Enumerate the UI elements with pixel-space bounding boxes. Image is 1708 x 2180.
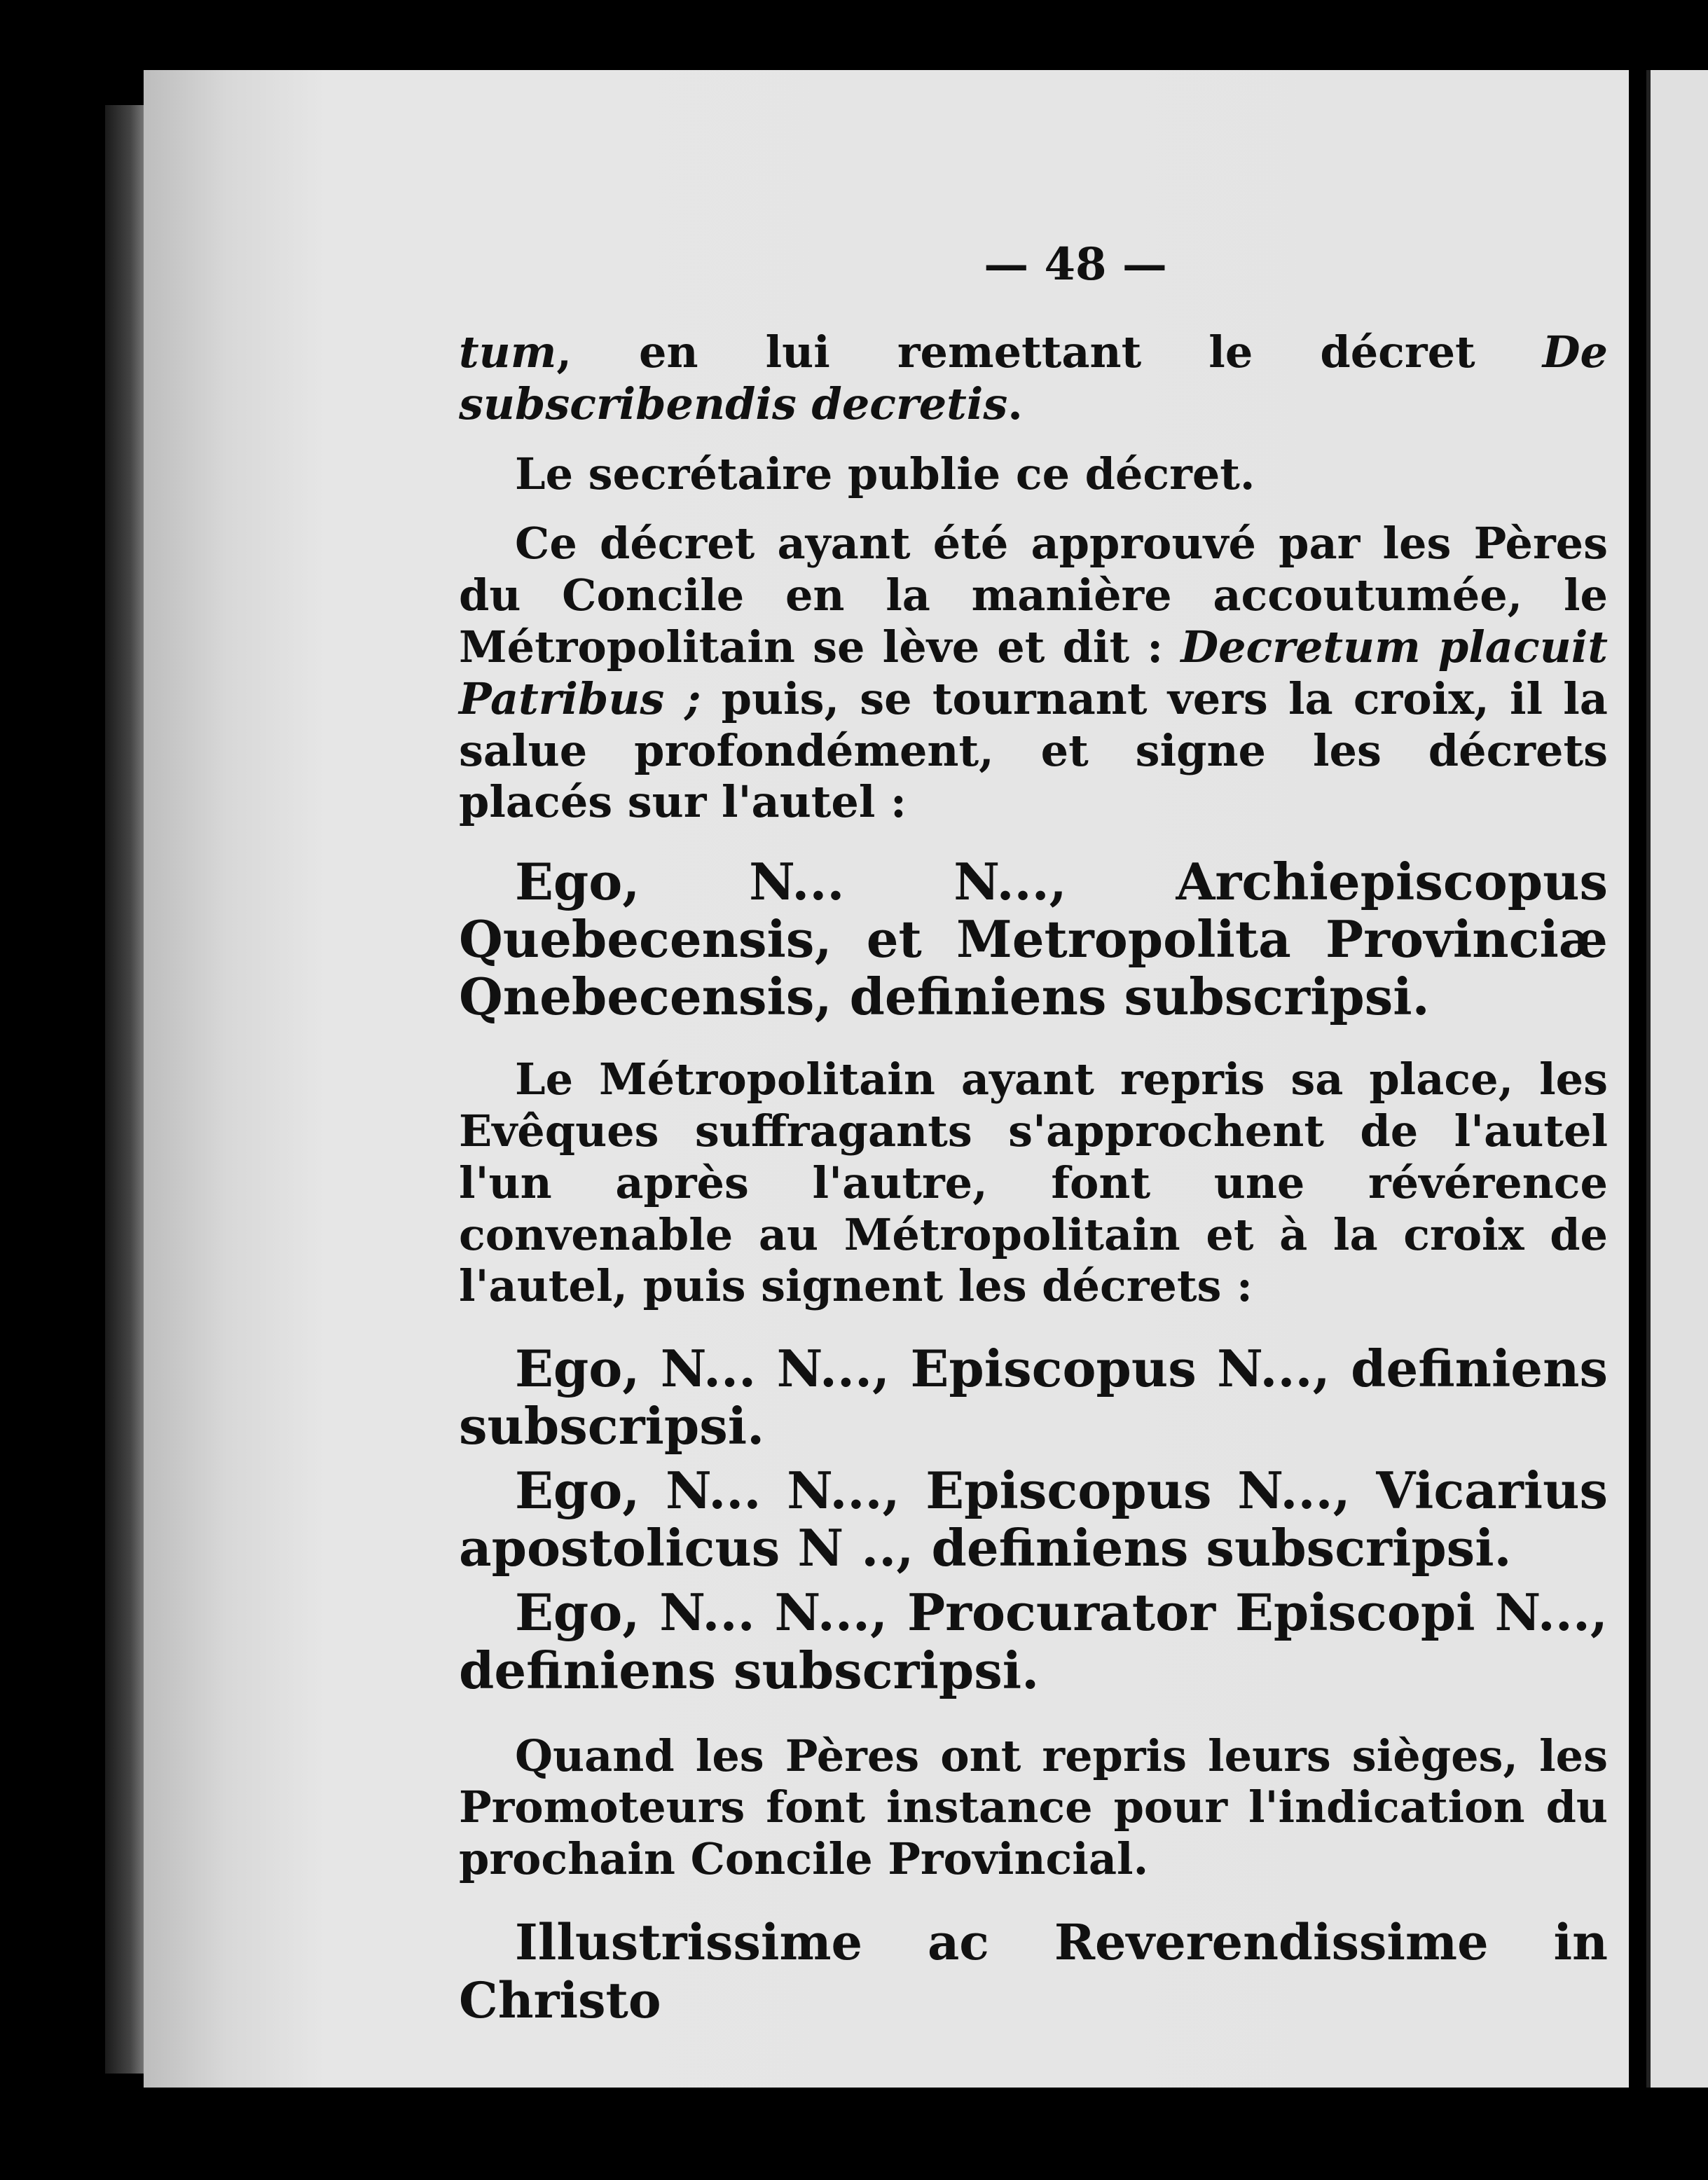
latin-signature-vicar: Ego, N... N..., Episcopus N..., Vicarius apostolicus N .., definiens subscripsi. <box>459 1461 1608 1578</box>
page-number: — 48 — <box>984 238 1167 291</box>
paragraph-continued <box>459 326 1608 430</box>
latin-formula: Decretum placuit Patribus ; <box>459 621 1608 724</box>
latin-signature-procurator: Ego, N... N..., Procurator Episcopi N..., definiens subscripsi. <box>459 1582 1608 1700</box>
text-fragment: Ce décret ayant été approuvé par les Pères du Concile en la manière accoutumée, le Métropolitain se lève et dit : <box>459 518 1608 672</box>
facing-page-edge <box>1646 70 1708 2088</box>
text-fragment: , en lui remettant le décret <box>556 326 1543 378</box>
paragraph-secretary: Le secrétaire publie ce décret. <box>515 448 1255 499</box>
page-text <box>459 238 1608 2048</box>
text-fragment: . <box>1007 378 1023 429</box>
decree-title: De subscribendis decretis <box>459 326 1608 429</box>
paragraph-bishops: Le Métropolitain ayant repris sa place, les Evêques suffragants s'approchent de l'autel l'un après l'autre, font une révérence convenable au Métropolitain et à la croix de l'autel, puis signent les décrets : <box>459 1054 1608 1312</box>
text-fragment: puis, se tournant vers la croix, il la salue profondément, et signe les décrets placés sur l'autel : <box>459 672 1608 828</box>
latin-signature-bishop: Ego, N... N..., Episcopus N..., definiens subscripsi. <box>459 1339 1608 1456</box>
paragraph-promoters: Quand les Pères ont repris leurs sièges, les Promoteurs font instance pour l'indication du prochain Concile Provincial. <box>459 1730 1608 1885</box>
closing-line: Illustrissime ac Reverendissime in Christo <box>459 1912 1608 2030</box>
latin-signature-list <box>459 1340 1608 1699</box>
italic-fragment: tum <box>459 326 557 378</box>
paragraph-approval <box>459 518 1608 828</box>
latin-signature-archbishop: Ego, N... N..., Archiepiscopus Quebecensis, et Metropolita Provinciæ Qnebecensis, definiens subscripsi. <box>459 852 1608 1027</box>
